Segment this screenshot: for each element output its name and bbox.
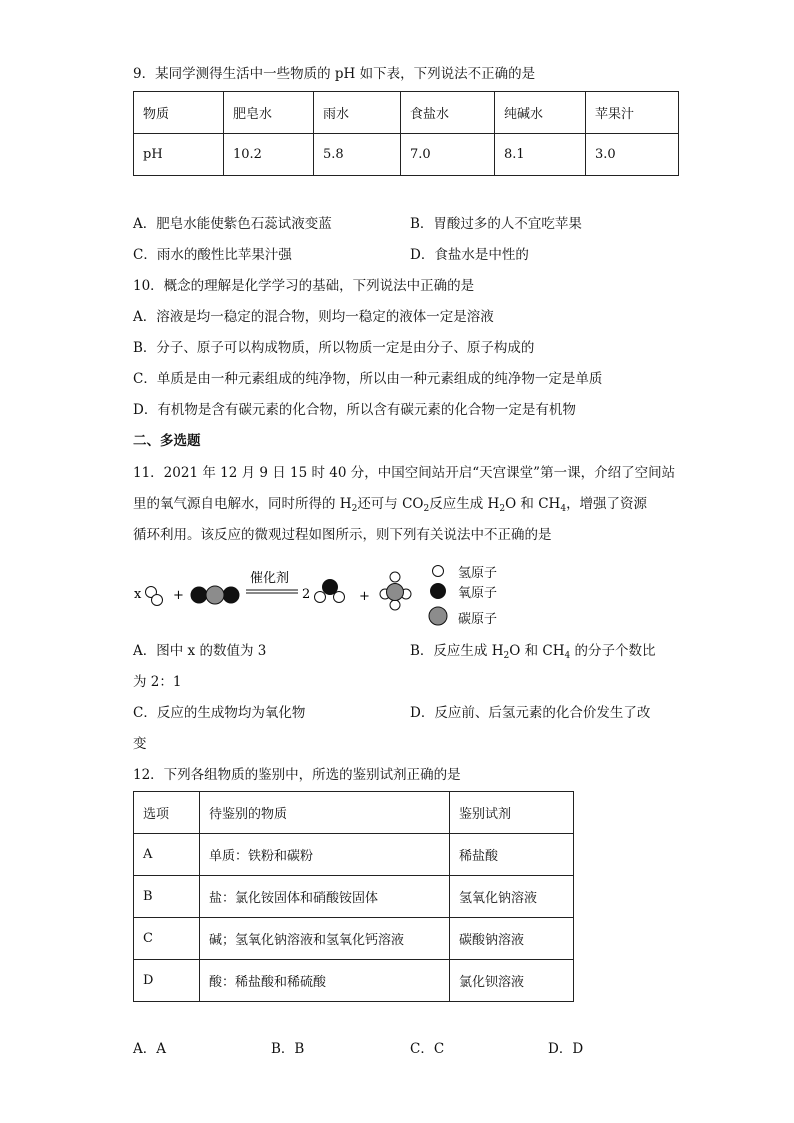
- q11-text: 的分子个数比: [570, 643, 656, 659]
- q12-cell: 稀盐酸: [450, 834, 574, 876]
- q12-cell: A: [134, 834, 200, 876]
- q11-stem-line1: 11．2021 年 12 月 9 日 15 时 40 分，中国空间站开启“天宫课堂”第一课，介绍了空间站: [133, 465, 676, 481]
- q11-stem-line2: [133, 494, 647, 514]
- q11-subscript: 2: [351, 504, 358, 514]
- q11-option-a: A．图中 x 的数值为 3: [133, 643, 267, 659]
- q11-subscript: 2: [503, 651, 510, 661]
- q12-header-cell: 选项: [134, 792, 200, 834]
- q12-cell: 单质：铁粉和碳粉: [200, 834, 450, 876]
- q12-cell: 酸：稀盐酸和稀硫酸: [200, 960, 450, 1002]
- q11-text: O 和 CH: [509, 643, 565, 659]
- plus-sign: +: [359, 589, 370, 604]
- section-title: 二、多选题: [133, 433, 201, 449]
- q9-option-d: D．食盐水是中性的: [410, 247, 529, 263]
- carbon-legend-icon: [429, 607, 447, 625]
- q10-stem: 10．概念的理解是化学学习的基础，下列说法中正确的是: [133, 278, 475, 294]
- legend-carbon: 碳原子: [458, 612, 498, 627]
- atom-legend: [426, 560, 536, 630]
- table-row: [134, 876, 574, 918]
- table-row: [134, 834, 574, 876]
- q11-option-d-continued: 变: [133, 736, 147, 752]
- q11-stem-line3: 循环利用。该反应的微观过程如图所示，则下列有关说法中不正确的是: [133, 527, 552, 543]
- q11-text: 还可与 CO: [357, 496, 424, 512]
- q11-subscript: 4: [564, 651, 571, 661]
- q11-option-c: C．反应的生成物均为氧化物: [133, 705, 306, 721]
- water-coefficient: 2: [302, 587, 311, 602]
- q12-option-c: C．C: [410, 1041, 445, 1057]
- q11-text: B．反应生成 H: [410, 643, 504, 659]
- q10-option-b: B．分子、原子可以构成物质，所以物质一定是由分子、原子构成的: [133, 340, 535, 356]
- q10-option-d: D．有机物是含有碳元素的化合物，所以含有碳元素的化合物一定是有机物: [133, 402, 576, 418]
- q11-text: O 和 CH: [505, 496, 561, 512]
- q9-header-cell: 肥皂水: [224, 92, 314, 134]
- plus-sign: +: [173, 588, 184, 603]
- legend-hydrogen: 氢原子: [458, 566, 498, 581]
- q12-cell: 碳酸钠溶液: [450, 918, 574, 960]
- q9-header-cell: 雨水: [314, 92, 401, 134]
- q9-stem: 9．某同学测得生活中一些物质的 pH 如下表，下列说法不正确的是: [133, 66, 536, 82]
- q12-stem: 12．下列各组物质的鉴别中，所选的鉴别试剂正确的是: [133, 767, 461, 783]
- q12-option-b: B．B: [271, 1041, 305, 1057]
- hydrogen-atom: [334, 592, 345, 603]
- q9-ph-table: [133, 91, 679, 176]
- q9-value-cell: 7.0: [401, 134, 495, 176]
- q12-cell: B: [134, 876, 200, 918]
- x-coefficient: x: [134, 587, 142, 602]
- q9-value-cell: 8.1: [495, 134, 586, 176]
- q12-cell: 碱；氢氧化钠溶液和氢氧化钙溶液: [200, 918, 450, 960]
- q9-header-cell: 物质: [134, 92, 224, 134]
- q10-option-a: A．溶液是均一稳定的混合物，则均一稳定的液体一定是溶液: [133, 309, 494, 325]
- q12-cell: 盐：氯化铵固体和硝酸铵固体: [200, 876, 450, 918]
- hydrogen-atom: [315, 592, 326, 603]
- carbon-atom: [206, 586, 224, 604]
- q9-header-cell: 食盐水: [401, 92, 495, 134]
- q12-header-cell: 待鉴别的物质: [200, 792, 450, 834]
- q12-option-a: A．A: [133, 1041, 166, 1057]
- q11-option-b: [410, 641, 656, 661]
- q12-table: [133, 791, 574, 1002]
- q9-value-cell: 10.2: [224, 134, 314, 176]
- q9-value-cell: pH: [134, 134, 224, 176]
- q12-cell: D: [134, 960, 200, 1002]
- q9-value-cell: 3.0: [586, 134, 679, 176]
- q11-subscript: 2: [423, 504, 430, 514]
- q11-option-b-continued: 为 2：1: [133, 674, 182, 690]
- oxygen-atom: [223, 587, 239, 603]
- q11-option-d: D．反应前、后氢元素的化合价发生了改: [410, 705, 651, 721]
- q12-cell: 氯化钡溶液: [450, 960, 574, 1002]
- q9-header-cell: 纯碱水: [495, 92, 586, 134]
- q11-subscript: 4: [560, 504, 567, 514]
- q11-text: 里的氧气源自电解水，同时所得的 H: [133, 496, 352, 512]
- hydrogen-atom: [390, 572, 400, 582]
- q12-cell: 氢氧化钠溶液: [450, 876, 574, 918]
- q12-option-d: D．D: [548, 1041, 584, 1057]
- carbon-atom: [387, 584, 404, 601]
- hydrogen-legend-icon: [433, 566, 444, 577]
- q9-option-c: C．雨水的酸性比苹果汁强: [133, 247, 292, 263]
- q11-text: 反应生成 H: [429, 496, 500, 512]
- legend-swatches: [426, 560, 456, 630]
- legend-oxygen: 氧原子: [458, 586, 498, 601]
- oxygen-atom: [191, 587, 207, 603]
- q12-cell: C: [134, 918, 200, 960]
- q10-option-c: C．单质是由一种元素组成的纯净物，所以由一种元素组成的纯净物一定是单质: [133, 371, 603, 387]
- q9-value-cell: 5.8: [314, 134, 401, 176]
- oxygen-legend-icon: [431, 584, 446, 599]
- catalyst-label: 催化剂: [250, 571, 290, 586]
- oxygen-atom: [323, 580, 338, 595]
- hydrogen-atom: [152, 595, 163, 606]
- table-row: [134, 918, 574, 960]
- q11-text: ，增强了资源: [566, 496, 648, 512]
- hydrogen-atom: [390, 600, 400, 610]
- q12-header-cell: 鉴别试剂: [450, 792, 574, 834]
- q11-subscript: 2: [499, 504, 506, 514]
- table-row: [134, 960, 574, 1002]
- q9-option-b: B．胃酸过多的人不宜吃苹果: [410, 216, 582, 232]
- q9-option-a: A．肥皂水能使紫色石蕊试液变蓝: [133, 216, 332, 232]
- q9-header-cell: 苹果汁: [586, 92, 679, 134]
